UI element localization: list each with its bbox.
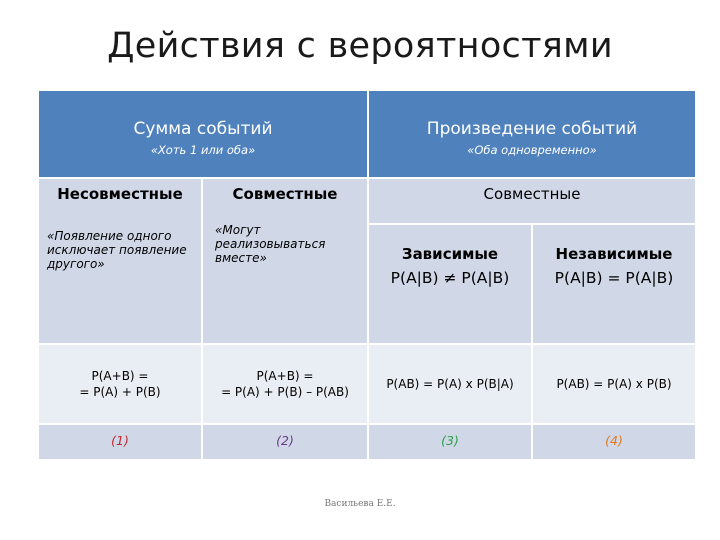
num3-cell (368, 424, 532, 460)
formula3: P(AB) = P(A) x P(B|A) (386, 377, 514, 391)
formula2-line2: = P(A) + P(B) – P(AB) (221, 385, 349, 399)
product-compatible-label: Совместные (483, 185, 581, 203)
formula1-cell (38, 344, 202, 424)
num2-cell (202, 424, 368, 460)
product-header-cell (368, 90, 696, 178)
formula4-cell (532, 344, 696, 424)
independent-cell (532, 224, 696, 344)
sum-subheader: «Хоть 1 или оба» (150, 143, 256, 157)
formula2-line1: P(A+B) = (256, 369, 314, 383)
compatible-cell (202, 178, 368, 344)
dependent-label: Зависимые (401, 245, 499, 263)
product-header: Произведение событий (426, 119, 638, 139)
product-subheader: «Оба одновременно» (467, 143, 597, 157)
formula1-line2: = P(A) + P(B) (79, 385, 161, 399)
dependent-formula: P(A|B) ≠ P(A|B) (390, 269, 510, 287)
compatible-label: Совместные (232, 185, 338, 203)
slide-footer: Васильева Е.Е. (324, 499, 396, 509)
num1: (1) (111, 433, 129, 448)
sum-header: Сумма событий (133, 119, 273, 139)
incompatible-desc: «Появление одного исключает появление другого» (47, 229, 187, 271)
formula2-cell (202, 344, 368, 424)
formula3-cell (368, 344, 532, 424)
formula4: P(AB) = P(A) x P(B) (556, 377, 672, 391)
formula1-line1: P(A+B) = (91, 369, 149, 383)
product-compatible-cell (368, 178, 696, 224)
independent-label: Независимые (555, 245, 673, 263)
probability-table (37, 89, 697, 461)
slide-title: Действия с вероятностями (107, 26, 613, 66)
num4-cell (532, 424, 696, 460)
num2: (2) (276, 433, 294, 448)
num4: (4) (605, 433, 623, 448)
independent-formula: P(A|B) = P(A|B) (554, 269, 674, 287)
num1-cell (38, 424, 202, 460)
incompatible-cell (38, 178, 202, 344)
sum-header-cell (38, 90, 368, 178)
compatible-desc: «Могут реализовываться вместе» (215, 223, 326, 265)
num3: (3) (441, 433, 459, 448)
incompatible-label: Несовместные (57, 185, 183, 203)
dependent-cell (368, 224, 532, 344)
